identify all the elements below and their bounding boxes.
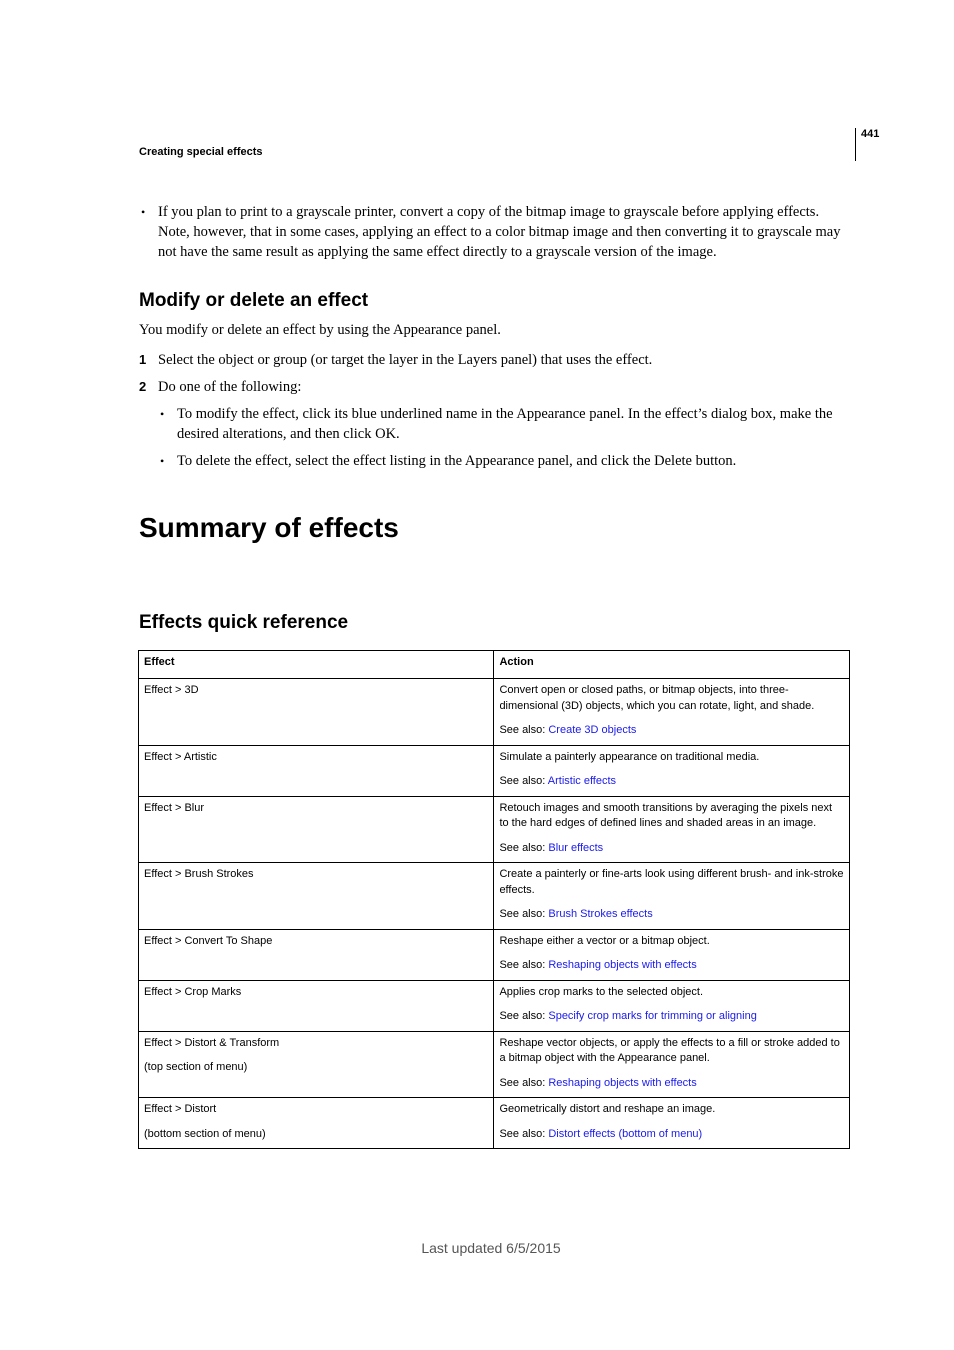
action-description: Convert open or closed paths, or bitmap objects, into three-dimensional (3D) objects, which you can rotate, light, and shade. xyxy=(499,684,815,712)
effect-cell xyxy=(139,1031,494,1098)
sub-bullet-modify-text: To modify the effect, click its blue underlined name in the Appearance panel. In the effect’s dialog box, make the desired alterations, and then click OK. xyxy=(177,406,833,442)
summary-heading: Summary of effects xyxy=(139,512,399,543)
table-row xyxy=(139,863,850,930)
bullet-icon: • xyxy=(160,407,165,421)
step-2-number: 2 xyxy=(139,379,147,394)
effect-note: (bottom section of menu) xyxy=(144,1127,266,1140)
modify-intro: You modify or delete an effect by using the Appearance panel. xyxy=(139,322,501,338)
effect-name: Effect > Brush Strokes xyxy=(144,868,254,880)
see-also-link[interactable]: Blur effects xyxy=(548,841,604,854)
action-description: Create a painterly or fine-arts look using different brush- and ink-stroke effects. xyxy=(499,868,844,896)
column-header-action: Action xyxy=(494,651,850,679)
page-number: 441 xyxy=(861,128,880,140)
action-cell xyxy=(494,980,850,1031)
see-also xyxy=(499,774,844,790)
see-also xyxy=(499,723,844,739)
effect-name: Effect > Crop Marks xyxy=(144,985,242,998)
see-also-link[interactable]: Reshaping objects with effects xyxy=(548,959,697,971)
running-header-section: Creating special effects xyxy=(139,146,263,158)
see-also-label: See also: xyxy=(499,1076,549,1089)
effect-name: Effect > Distort xyxy=(144,1103,217,1115)
see-also-link[interactable]: Create 3D objects xyxy=(548,724,637,736)
see-also xyxy=(499,1009,844,1025)
effect-cell xyxy=(139,863,494,930)
action-description: Geometrically distort and reshape an image. xyxy=(499,1103,716,1115)
effect-name: Effect > Blur xyxy=(144,801,205,814)
action-cell xyxy=(494,929,850,980)
see-also-label: See also: xyxy=(499,724,549,736)
see-also-link[interactable]: Specify crop marks for trimming or aligning xyxy=(548,1010,757,1022)
effect-name: Effect > 3D xyxy=(144,684,199,696)
action-description: Simulate a painterly appearance on traditional media. xyxy=(499,750,760,763)
modify-heading: Modify or delete an effect xyxy=(139,290,369,311)
see-also xyxy=(499,907,844,923)
quick-reference-heading: Effects quick reference xyxy=(139,612,349,633)
action-description: Reshape either a vector or a bitmap object. xyxy=(499,934,710,947)
see-also xyxy=(499,1127,844,1143)
effects-reference-table xyxy=(138,650,850,1149)
action-description: Retouch images and smooth transitions by averaging the pixels next to the hard edges of defined lines and shaded areas in an image. xyxy=(499,801,833,829)
effect-cell xyxy=(139,679,494,746)
step-2-text: Do one of the following: xyxy=(158,379,302,395)
bullet-icon: • xyxy=(160,454,165,468)
header-divider xyxy=(855,128,856,161)
action-cell xyxy=(494,1098,850,1149)
see-also-link[interactable]: Reshaping objects with effects xyxy=(548,1076,697,1089)
table-row xyxy=(139,745,850,796)
table-row xyxy=(139,1031,850,1098)
action-description: Reshape vector objects, or apply the effects to a fill or stroke added to a bitmap object with the Appearance panel. xyxy=(499,1036,840,1064)
action-cell xyxy=(494,745,850,796)
see-also-label: See also: xyxy=(499,841,549,854)
see-also-link[interactable]: Distort effects (bottom of menu) xyxy=(548,1127,703,1140)
effect-cell xyxy=(139,796,494,863)
effect-name: Effect > Artistic xyxy=(144,750,217,763)
column-header-effect: Effect xyxy=(139,651,494,679)
table-header-row xyxy=(139,651,850,679)
sub-bullet-modify xyxy=(158,404,851,444)
see-also-label: See also: xyxy=(499,959,549,971)
action-cell xyxy=(494,796,850,863)
see-also xyxy=(499,1076,844,1092)
table-row xyxy=(139,679,850,746)
see-also-label: See also: xyxy=(499,775,548,787)
effect-cell xyxy=(139,929,494,980)
effect-cell xyxy=(139,980,494,1031)
table-row xyxy=(139,980,850,1031)
see-also-link[interactable]: Brush Strokes effects xyxy=(548,908,653,920)
table-row xyxy=(139,929,850,980)
bullet-icon: • xyxy=(141,205,146,219)
sub-bullet-delete-text: To delete the effect, select the effect listing in the Appearance panel, and click the Delete button. xyxy=(177,453,737,469)
table-row xyxy=(139,796,850,863)
sub-bullet-delete xyxy=(158,451,851,471)
action-cell xyxy=(494,863,850,930)
action-cell xyxy=(494,679,850,746)
effect-name: Effect > Distort & Transform xyxy=(144,1036,280,1049)
effect-name: Effect > Convert To Shape xyxy=(144,934,273,947)
see-also xyxy=(499,841,844,857)
step-1-number: 1 xyxy=(139,352,147,367)
intro-bullet xyxy=(139,202,851,262)
table-body xyxy=(139,679,850,1149)
step-1-text: Select the object or group (or target the layer in the Layers panel) that uses the effect. xyxy=(158,352,653,368)
effect-note: (top section of menu) xyxy=(144,1061,248,1073)
see-also-label: See also: xyxy=(499,1010,549,1022)
table-row xyxy=(139,1098,850,1149)
see-also-label: See also: xyxy=(499,908,549,920)
effect-cell xyxy=(139,1098,494,1149)
action-cell xyxy=(494,1031,850,1098)
action-description: Applies crop marks to the selected object. xyxy=(499,985,704,998)
intro-bullet-text: If you plan to print to a grayscale printer, convert a copy of the bitmap image to grayscale before applying effects. Note, however, that in some cases, applying an effect to a color bitmap image and then converting it to grayscale may not have the same result as applying the same effect directly to a grayscale version of the image. xyxy=(158,204,841,260)
effect-cell xyxy=(139,745,494,796)
see-also xyxy=(499,958,844,974)
footer-last-updated: Last updated 6/5/2015 xyxy=(421,1240,561,1256)
see-also-label: See also: xyxy=(499,1127,549,1140)
see-also-link[interactable]: Artistic effects xyxy=(547,775,617,787)
